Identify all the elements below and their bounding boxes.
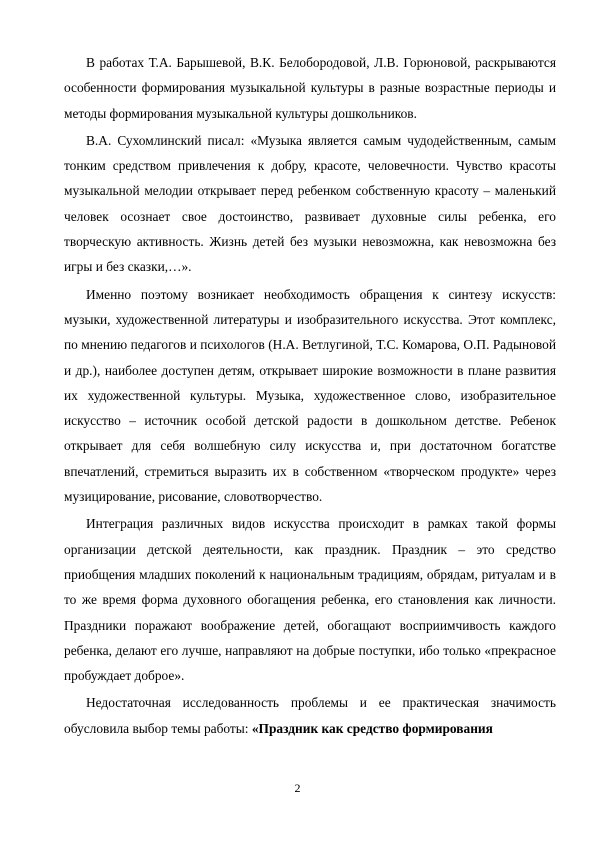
paragraph-1: В работах Т.А. Барышевой, В.К. Белобородовой, Л.В. Горюновой, раскрываются особенности формирования музыкальной культуры в разные возрастные периоды и методы формирования музыкальной культуры дошкольников. [64, 55, 556, 121]
work-title-bold: «Праздник как средство формирования [251, 720, 493, 736]
page-number: 2 [294, 781, 301, 795]
paragraph-2: В.А. Сухомлинский писал: «Музыка является самым чудодейственным, самым тонким средством привлечения к добру, красоте, человечности. Чувство красоты музыкальной мелодии открывает перед ребенком собственную красоту – маленький человек осознает свое достоинство, развивает духовные силы ребенка, его творческую активность. Жизнь детей без музыки невозможна, как невозможна без игры и без сказки,…». [64, 132, 556, 275]
paragraph-3: Именно поэтому возникает необходимость обращения к синтезу искусств: музыки, художественной литературы и изобразительного искусства. Этот комплекс, по мнению педагогов и психологов (Н.А. Ветлугиной, Т.С. Комарова, О.П. Радыновой и др.), наиболее доступен детям, открывает широкие возможности в плане развития их художественной культуры. Музыка, художественное слово, изобразительное искусство – источник особой детской радости в дошкольном детстве. Ребенок открывает для себя волшебную силу искусства и, при достаточном богатстве впечатлений, стремиться выразить их в собственном «творческом продукте» через музицирование, рисование, словотворчество. [64, 286, 556, 505]
paragraph-5-text: Недостаточная исследованность проблемы и ее практическая значимость обусловила выбор темы работы: [64, 695, 556, 736]
paragraph-4: Интеграция различных видов искусства происходит в рамках такой формы организации детской деятельности, как праздник. Праздник – это средство приобщения младших поколений к национальным традициям, обрядам, ритуалам и в то же время форма духовного обогащения ребенка, его становления как личности. Праздники поражают воображение детей, обогащают восприимчивость каждого ребенка, делают его лучше, направляют на добрые поступки, ибо только «прекрасное пробуждает доброе». [64, 516, 556, 684]
document-page [64, 50, 556, 743]
paragraph-5 [64, 690, 556, 741]
